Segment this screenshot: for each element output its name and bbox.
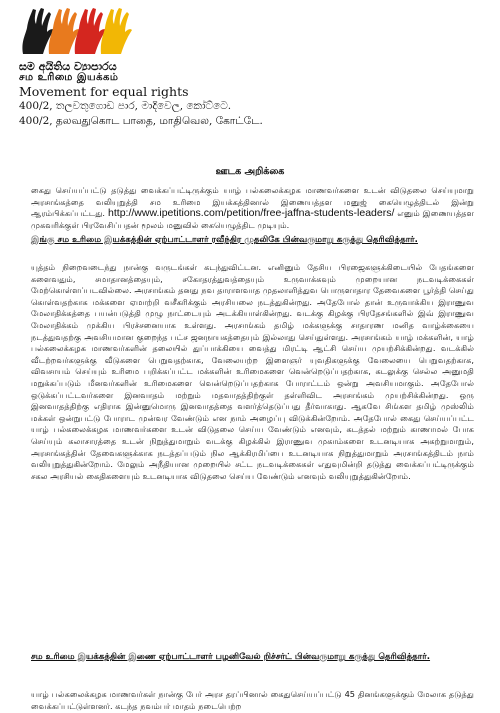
intro-text-before: கைது செய்யப்பட்டு தடுத்து வைக்கப்பட்டிருக்கும் யாழ் பல்கலைக்கழக மாணவர்களை உடன் விடுதலை செய்யுமாறு அரசாங்கத்தை வலியுறுத்தி சம உரிமை இயக்கத்தினால் இணையத்தள மனுஜ் கையெழுத்திடல் இன்று ஆரம்பிக்கப்பட்டது. <box>31 185 474 219</box>
body-paragraph-2: யாழ் பல்கலைக்கழக மாணவர்கள் நான்கு பேர் அரச தரப்பினால் கைதுசெய்யப்பட்டு 45 தினங்களுக்கும் மேலாக தடுத்து வைக்கப்பட்டுள்ளனர். கடந்த நவம்பர் மாதம் நடைபெற்ற <box>31 689 474 711</box>
body-paragraph-1: யுத்தம் நிறைவடைந்து நான்கு வருடங்கள் கடந்துவிட்டன. எனினும் தேசிய பிரஜைகளுக்கிடையில் பேதங்களை களைவதும், சமாதானத்தையும், சகோதரத்துவத்தையும் உருவாக்கவும் முறையான நடவடிக்கைகள் மேற்கொள்ளப்படவில்லை. அரசாங்கம் தனது நவ தாராளவாத முதலாளித்துவ பொருளாதார தேவைகளை பூர்த்தி செய்து கொள்வதற்காக மக்களை ஏமாற்றி வசீகரிக்கும் அரசியலை நடத்துகின்றது. அதேபோல் தான் உருவாக்கிய இராணுவ மேலாதிக்கத்தை பயன்படுத்தி முழு நாட்டையும் அடக்கியாள்கின்றது. வடக்கு கிழக்கு பிரதேசங்களில் இவ் இராணுவ மேலாதிக்கம் முக்கிய பிரச்சனையாக உள்ளது. அரசாங்கம் தமிழ் மக்களுக்கு சாதாரண மனித வாழ்க்கையை நடத்துவதற்கு அவசியமான குறைந்த பட்ச ஜனநாயகத்தையும் இல்லாது செய்துள்ளது. அரசாங்கம் யாழ் மக்களின், யாழ் பல்கலைக்கழக மாணவர்களின் தலையில் துப்பாக்கியை வைத்து மிரட்டி ஆட்சி செய்ய முயற்சிக்கின்றது. வடக்கில் வீடற்றவர்களுக்கு வீடுகளை பெறுவதற்காக, வேலையற்ற இளைஞர் யுவதிகளுக்கு வேலையை பெறுவதற்காக, விவசாயம் செய்யும் உரிமை பறிக்கப்பட்ட மக்களின் உரிமைகளை வென்றெடுப்பதற்காக, கடலுக்கு செல்ல அனுமதி மறுக்கப்படும் மீனவர்களின் உரிமைகளை வென்றெடுப்பதற்காக போராட்டம் ஒன்று அவசியமாகும். அதேபோல் ஒடுக்கப்பட்டவர்களை இனவாதம் மற்றும் மதவாதத்திற்குள் தள்ளிவிட அரசாங்கம் முயற்சிக்கின்றது. ஒரு இனவாதத்திற்கு எதிராக இன்னுமொரு இனவாதத்தை வளர்த்தெடுப்பது தீர்வாகாது. ஆகவே சிங்கள தமிழ் முஸ்லிம் மக்கள் ஒன்றுபட்டு போராட முன்வர வேண்டும் என நாம் அழைப்பு விடுக்கின்றோம். அதேபோல் கைது செய்யப்பட்ட யாழ் பல்கலைக்கழக மாணவர்களை உடன் விடுதலை செய்ய வேண்டும் எனவும், கடத்தல் மற்றும் காணாமல் போக செய்யும் கலாசாரத்தை உடன் நிறுத்துமாறும் வடக்கு கிழக்கில் இராணுவ முகாம்களை உடனடியாக அகற்றுமாறும், அரசாங்கத்தின் தேவைகளுக்காக நடத்தப்படும் நில ஆக்கிரமிப்பை உடனடியாக நிறுத்துமாறும் அரசாங்கத்திடம் நாம் வலியுறுத்துகின்றோம். மேலும் அநீதியான முறையில் சட்ட நடவடிக்கைகள் எதுவுமின்றி தடுத்து வைக்கப்பட்டிருக்கும் சகல அரசியல் கைதிகளையும் உடனடியாக விடுதலை செய்ய வேண்டும் எனவும் வலியுறுத்துகின்றோம். <box>31 262 474 481</box>
petition-link[interactable]: http://www.ipetitions.com/petition/free-jaffna-students-leaders/ <box>108 207 395 220</box>
address-tamil: 400/2, தலவதுகொட பாதை, மாதிவெல, கோட்டே. <box>19 115 263 127</box>
intro-text-after: எனும் இணையத்தள முகவரிக்குள் பிரவேசிப்பதன் மூலம் மனுவில் கையெழுத்திட முடியும். <box>31 208 474 230</box>
section-heading-1: இங்கு சம உரிமை இயக்கத்தின் ஏற்பாட்டாளர் ரவீந்திர முதலிகே பின்வருமாறு கருத்து தெரிவித்தார். <box>31 235 418 245</box>
page-title: ஊடக அறிக்கை <box>215 166 285 177</box>
address-sinhala: 400/2, තලවතුගොඩ පාර, මාදිවෙල, කෝට්ටෙ. <box>19 100 232 112</box>
org-name-tamil: சம உரிமை இயக்கம் <box>19 72 119 83</box>
section-heading-2: சம உரிமை இயக்கத்தின் இணை ஏற்பாட்டாளர் பழனிவேல் றிச்சர்ட் பின்வருமாறு கருத்து தெரிவித்தார். <box>31 652 431 662</box>
org-name-english: Movement for equal rights <box>19 84 189 99</box>
intro-paragraph <box>31 185 474 231</box>
org-name-sinhala: සම අයිතිය ව්‍යාපාරය <box>19 60 117 73</box>
raised-hands-logo <box>19 6 134 58</box>
